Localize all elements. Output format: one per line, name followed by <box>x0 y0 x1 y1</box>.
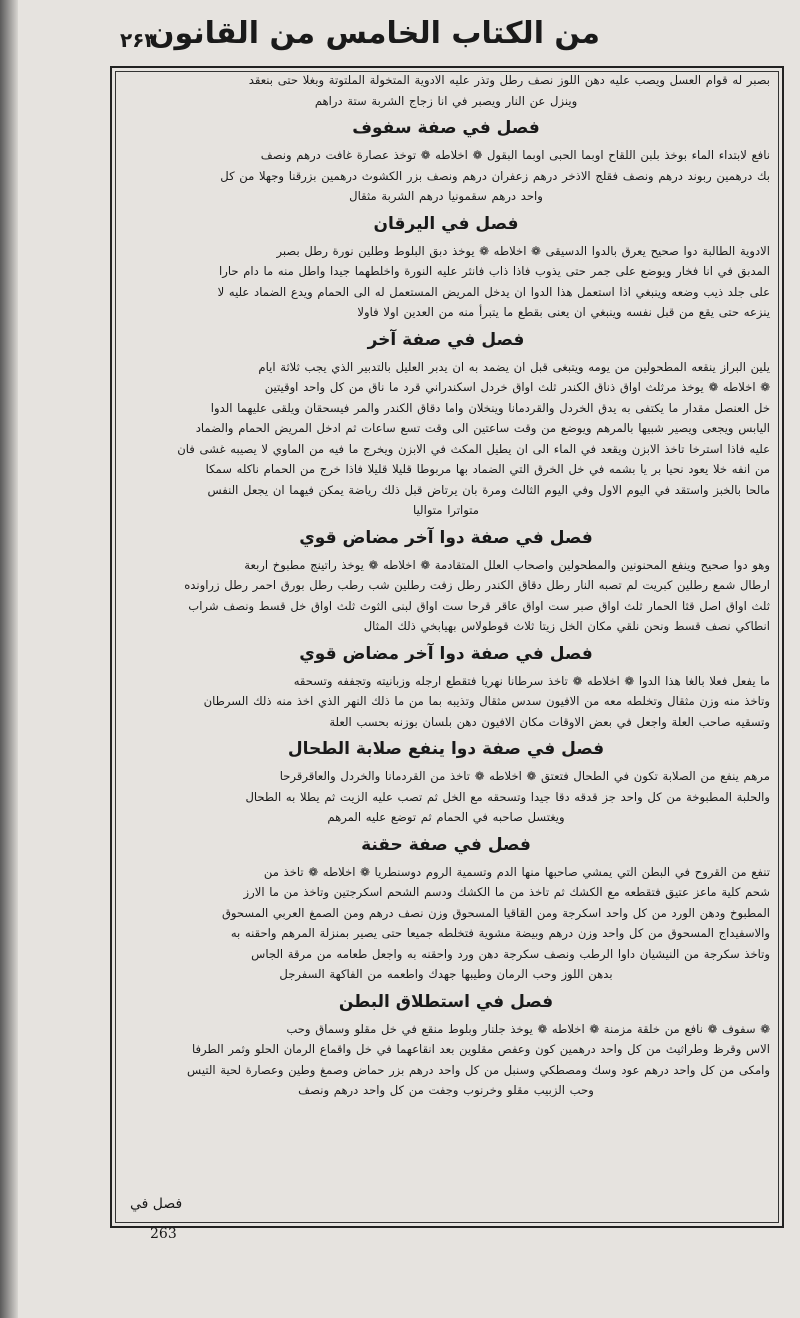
section-heading: فصل في صفة دوا ينفع صلابة الطحال <box>287 739 605 759</box>
text-line: من انفه خلا يعود نحيا بر يا بشمه في خل الخرق التي الضماد بها مربوطا قليلا قليلا فاذا خرج من الحمام ناكله سمكا <box>205 462 770 476</box>
text-line: واحد درهم سقمونيا درهم الشربة مثقال <box>349 189 543 203</box>
text-line: ❁ اخلاطه ❁ يوخذ مرثلث اواق ذناق الكندر ثلث اواق خردل اسكندراني قرد ما ناق من كل واحد اوقيتين <box>264 380 770 394</box>
page-number-top: ۲۶۳ <box>120 28 157 52</box>
text-line: ثلث اواق اصل قثا الحمار ثلث اواق صبر ست اواق عاقر قرحا ست اواق لبنى الثوث ثلث اواق خل قسط ونصف شراب <box>188 598 770 613</box>
text-line: عليه فاذا استرخا تاخذ الابزن ويقعد في الماء الى ان يطيل المكث في الابزن ويخرج ما فيه من الماوي لا يصيبه غشى فان <box>177 441 770 456</box>
section-heading: فصل في صفة سفوف <box>352 118 540 138</box>
text-line: وهو دوا صحيح وينفع المحنونين والمطحولين واصحاب العلل المتقادمة ❁ اخلاطه ❁ يوخذ راتينج مطبوخ اربعة <box>244 557 770 572</box>
catchword: فصل في <box>130 1196 183 1212</box>
text-line: متواترا متواليا <box>413 503 479 517</box>
text-line: تنفع من القروح في البطن التي يمشي صاحبها منها الدم وتسمية الروم دوسنطريا ❁ اخلاطه ❁ تاخذ من <box>263 864 770 879</box>
text-line: مالحا بالخبز واستقد في اليوم الاول وفي اليوم الثالث ومرة بان يرتاض قبل ذلك رياضة يمكن فيهما ان يجعل النفس <box>207 482 770 497</box>
text-line: ويغتسل صاحبه في الحمام ثم توضع عليه المرهم <box>327 810 565 824</box>
section-heading: فصل في صفة دوا آخر مضاض قوي <box>299 643 593 664</box>
text-line: وتسقيه صاحب العلة واجعل في بعض الاوقات مكان الافيون دهن بلسان بوزنه بحسب العلة <box>329 714 770 729</box>
text-line: المدبق في انا فخار ويوضع على جمر حتى يذوب فاذا ذاب فانثر عليه النورة واخلطهما جيدا واطل منه ما دام حارا <box>219 264 770 278</box>
text-line: على جلد ذيب وضعه وينبغي اذا استعمل هذا الدوا ان يدخل المريض المستعمل له الى الحمام ويدع الضماد عليه لا <box>217 284 770 299</box>
section-heading: فصل في صفة دوا آخر مضاض قوي <box>299 527 593 548</box>
text-line: ينزعه حتى يقع من قبل نفسه وينبغي ان يعنى بقطع ما يتبرأ منه من العدين اولا فاولا <box>357 305 770 319</box>
text-line: خل العنصل مقدار ما يكتفى به يدق الخردل والقردمانا وينخلان واما دقاق الكندر والمر فيسحقان ويلقى عليهما الدوا <box>210 400 770 415</box>
section-heading: فصل في صفة حقنة <box>361 834 531 855</box>
text-line: يلين البراز ينقعه المطحولين من يومه ويتبغى قبل ان يضمد به ان يدبر العليل بالتدبير الذي يجب ثلاثة ايام <box>258 359 770 374</box>
text-line: بدهن اللوز وحب الرمان وطيبها جهدك واطعمه من الفاكهة السفرجل <box>279 967 613 981</box>
section-heading: فصل في استطلاق البطن <box>338 991 554 1012</box>
running-head: من الكتاب الخامس من القانون <box>148 16 600 51</box>
page-gutter-shadow <box>0 0 18 1318</box>
text-line: الاس وقرظ وطراثيث من كل واحد درهمين كون وعفص مقلوين بعد انقاعهما في خل واقماع الرمان الحلو وثمر الطرفا <box>191 1042 770 1056</box>
text-line: وينزل عن النار ويصبر في انا زجاج الشربة ستة دراهم <box>314 93 578 108</box>
text-line: والحلبة المطبوخة من كل واحد جز قدقه دقا جيدا وتسحقه مع الخل ثم تصب عليه الزيت ثم يطلا به الطحال <box>245 789 770 804</box>
section-heading: فصل في صفة آخر <box>367 329 525 350</box>
text-line: بصبر له قوام العسل ويصب عليه دهن اللوز نصف رطل وتذر عليه الادوية المتخولة الملتوتة وبغلا حتى بنعقد <box>248 73 770 87</box>
text-line: مرهم ينفع من الصلابة تكون في الطحال فتعتق ❁ اخلاطه ❁ تاخذ من القردمانا والخردل والعاقرقرحا <box>279 769 770 783</box>
text-line: ارطال شمع رطلين كبريت لم تصبه النار رطل دقاق الكندر رطل زفت رطلين شب رطب رطل بورق احمر رطل زراونده <box>184 578 770 592</box>
text-line: وحب الزبيب مقلو وخرنوب وجفت من كل واحد درهم ونصف <box>298 1083 594 1097</box>
text-line: شحم كلية ماعز عتيق فتقطعه مع الكشك ثم تاخذ من ما الكشك ودسم الشحم اسكرجتين وتاخذ من ما الارز <box>243 885 770 899</box>
text-line: وتاخذ منه وزن مثقال وتخلطه معه من الافيون سدس مثقال وتذيبه بما من ما ذلك النهر الذي اخذ منه ذلك السرطان <box>203 694 770 708</box>
text-line: ما يفعل فعلا بالغا هذا الدوا ❁ اخلاطه ❁ تاخذ سرطانا نهريا فتقطع ارجله وزبانيته وتجففه وتسحقه <box>293 673 770 688</box>
page-header <box>0 10 800 62</box>
text-line: والاسفيداج المسحوق من كل واحد وزن درهم وبيضة مشوية فتخلطه جميعا حتى يصير بمنزلة المرهم واحقنه به <box>230 926 770 940</box>
text-line: نافع لابتداء الماء بوخذ بلبن اللقاح اوبما الحبى اوبما البقول ❁ اخلاطه ❁ توخذ عصارة غافت درهم ونصف <box>260 148 770 162</box>
page-number-bottom: 263 <box>150 1226 177 1242</box>
text-line: بك درهمين ربوند درهم ونصف فقلج الاذخر درهم زعفران درهم ونصف بزر الكشوث درهمين بزرقنا وجهلا من كل <box>220 168 770 183</box>
main-text <box>122 70 770 1190</box>
section-heading: فصل في اليرقان <box>373 213 519 234</box>
text-line: اليابس ويجعى ويصير شبيها بالمرهم ويوضع من وقت ساعتين الى وقت تسع ساعات ثم ادخل المريض الحمام والضماد <box>195 421 770 435</box>
text-line: وتاخذ سكرجة من النيشيان داوا الرطب ونصف سكرجة دهن ورد واحقنه به واجعل طعامه من مرقة الجاس <box>251 946 770 961</box>
text-line: انطاكي نصف قسط ونحن نلقي مكان الخل زيتا ثلاث قوطولاس بهيابخي ذلك المثال <box>363 619 770 633</box>
text-line: المطبوخ ودهن الورد من كل واحد اسكرجة ومن القاقيا المسحوق وزن نصف درهم ومن الصمغ العربي المسحوق <box>221 905 770 920</box>
text-line: الادوية الطالبة دوا صحيح يعرق بالدوا الدسيقى ❁ اخلاطه ❁ يوخذ دبق البلوط وطلين نورة رطل بصبر <box>276 243 770 258</box>
text-line: ❁ سفوف ❁ نافع من خلقة مزمنة ❁ اخلاطه ❁ يوخذ جلنار وبلوط منقع في خل مقلو وسماق وحب <box>286 1021 770 1036</box>
text-line: وامكى من كل واحد درهم عود وسك ومصطكي وسنبل من كل واحد درهم بزر حماض وصمغ وطين وعصارة لحية التيس <box>187 1062 770 1077</box>
